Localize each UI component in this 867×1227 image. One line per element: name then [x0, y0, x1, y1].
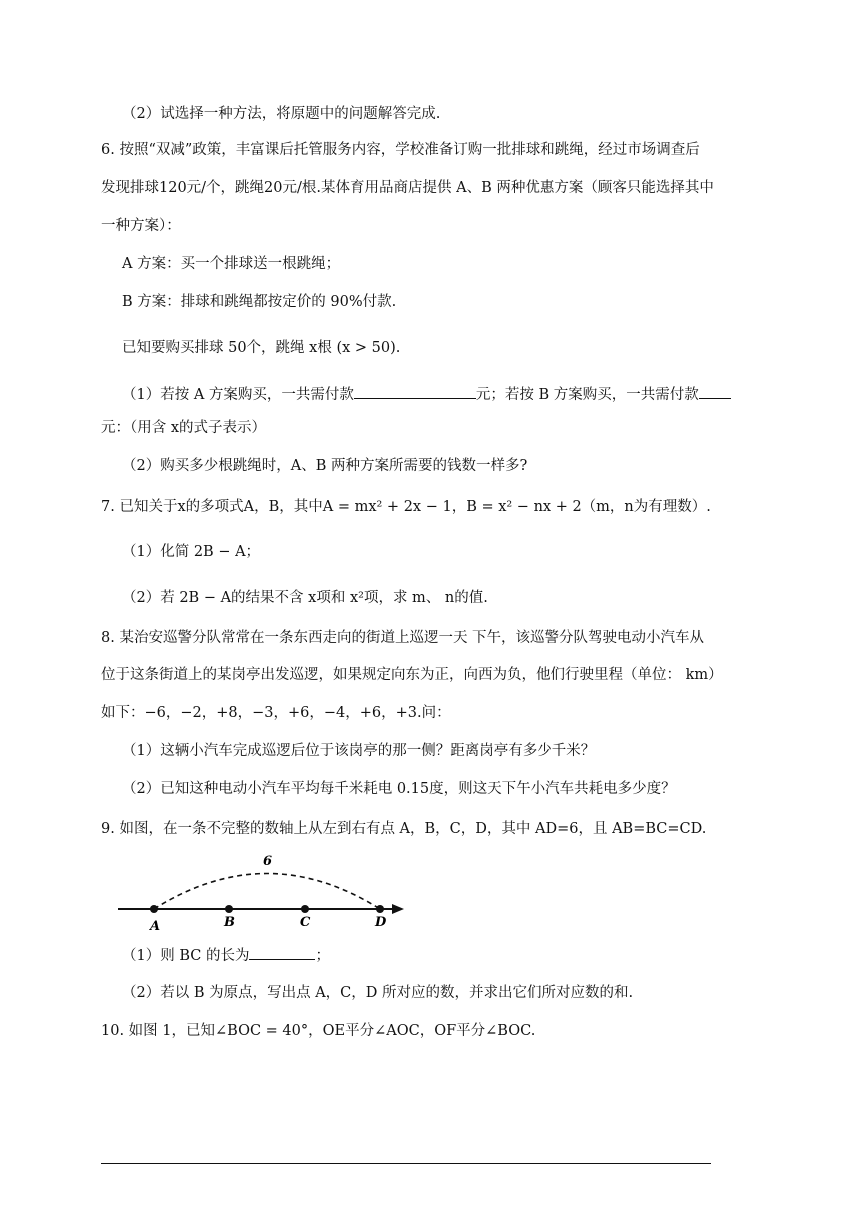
number-line-figure [116, 848, 416, 938]
text-line-6: B 方案：排球和跳绳都按定价的 90%付款. [122, 294, 397, 310]
point-c [301, 905, 309, 913]
point-d [376, 905, 384, 913]
answer-blank [249, 945, 315, 960]
text-line-3: 发现排球120元/个，跳绳20元/根.某体育用品商店提供 A、B 两种优惠方案（顾客只能选择其中 [101, 180, 714, 196]
arc-label: 6 [263, 854, 273, 869]
text-line-1: （2）试选择一种方法，将原题中的问题解答完成. [122, 106, 441, 122]
text-line-16: 如下：−6，−2，+8，−3，+6，−4，+6，+3.问： [101, 705, 451, 721]
text-line-8 [122, 384, 731, 405]
point-d-label: D [375, 915, 387, 930]
text-line-22: 10. 如图 1，已知∠BOC = 40°，OE平分∠AOC，OF平分∠BOC. [101, 1023, 536, 1039]
text-line-13: （2）若 2B − A的结果不含 x项和 x²项，求 m、 n的值. [122, 590, 488, 606]
text-line-15: 位于这条街道上的某岗亭出发巡逻，如果规定向东为正，向西为负，他们行驶里程（单位： km） [101, 667, 723, 683]
answer-blank [354, 384, 476, 399]
text-line-10: （2）购买多少根跳绳时，A、B 两种方案所需要的钱数一样多? [122, 458, 528, 474]
point-b [225, 905, 233, 913]
text-line-19: 9. 如图，在一条不完整的数轴上从左到右有点 A，B，C，D，其中 AD=6，且 AB=BC=CD. [101, 821, 707, 837]
text-line-12: （1）化简 2B − A； [122, 544, 261, 560]
text-line-20b: ； [315, 948, 330, 964]
text-line-5: A 方案：买一个排球送一根跳绳； [122, 256, 341, 272]
point-b-label: B [224, 915, 235, 930]
text-line-18: （2）已知这种电动小汽车平均每千米耗电 0.15度，则这天下午小汽车共耗电多少度？ [122, 781, 676, 797]
text-line-7: 已知要购买排球 50个，跳绳 x根 (x > 50). [122, 340, 401, 356]
text-line-21: （2）若以 B 为原点，写出点 A，C，D 所对应的数，并求出它们所对应数的和. [122, 985, 634, 1001]
footer-rule [101, 1163, 711, 1164]
point-c-label: C [300, 915, 311, 930]
text-line-2: 6. 按照“双减”政策，丰富课后托管服务内容，学校准备订购一批排球和跳绳，经过市场调查后 [101, 142, 700, 158]
text-line-20a: （1）则 BC 的长为 [122, 948, 250, 964]
arc-dashed [154, 874, 380, 910]
point-a-label: A [150, 919, 161, 934]
text-line-8a: （1）若按 A 方案购买，一共需付款 [122, 387, 354, 403]
point-a [150, 905, 158, 913]
text-line-8b: 元；若按 B 方案购买，一共需付款 [475, 387, 699, 403]
answer-blank [699, 384, 731, 399]
number-line-arrow [392, 904, 404, 914]
text-line-11: 7. 已知关于x的多项式A，B，其中A = mx² + 2x − 1，B = x² − nx + 2（m，n为有理数）. [101, 499, 711, 515]
text-line-20 [122, 945, 330, 966]
text-line-9: 元：（用含 x的式子表示） [101, 420, 267, 436]
text-line-14: 8. 某治安巡警分队常常在一条东西走向的街道上巡逻一天 下午，该巡警分队驾驶电动小汽车从 [101, 630, 705, 646]
text-line-17: （1）这辆小汽车完成巡逻后位于该岗亭的那一侧？距离岗亭有多少千米？ [122, 743, 596, 759]
text-line-4: 一种方案）： [101, 218, 181, 234]
